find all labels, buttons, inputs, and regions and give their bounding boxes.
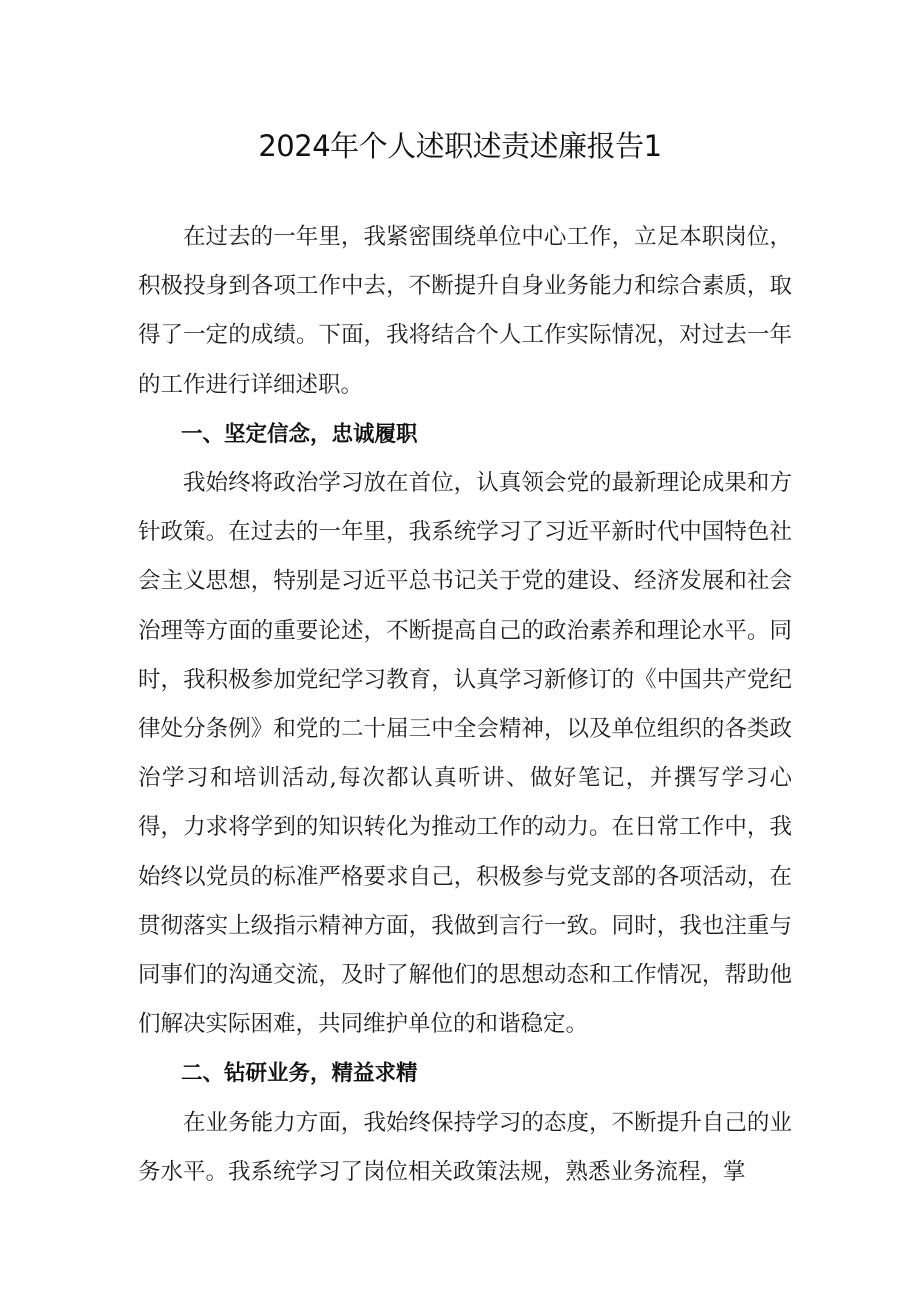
document-title: 2024年个人述职述责述廉报告1 bbox=[258, 129, 662, 163]
intro-paragraph: 在过去的一年里，我紧密围绕单位中心工作，立足本职岗位，积极投身到各项工作中去，不断提升自身业务能力和综合素质，取得了一定的成绩。下面，我将结合个人工作实际情况，对过去一年的工作进行详细述职。 bbox=[138, 224, 792, 398]
document-body bbox=[138, 213, 792, 1197]
section-2-paragraph: 在业务能力方面，我始终保持学习的态度，不断提升自己的业务水平。我系统学习了岗位相关政策法规，熟悉业务流程，掌 bbox=[138, 1109, 792, 1185]
section-heading-2: 二、钻研业务，精益求精 bbox=[181, 1061, 418, 1087]
section-heading-1: 一、坚定信念，忠诚履职 bbox=[181, 421, 418, 447]
section-1-paragraph: 我始终将政治学习放在首位，认真领会党的最新理论成果和方针政策。在过去的一年里，我系统学习了习近平新时代中国特色社会主义思想，特别是习近平总书记关于党的建设、经济发展和社会治理等方面的重要论述，不断提高自己的政治素养和理论水平。同时，我积极参加党纪学习教育，认真学习新修订的《中国共产党纪律处分条例》和党的二十届三中全会精神，以及单位组织的各类政治学习和培训活动,每次都认真听讲、做好笔记，并撰写学习心得，力求将学到的知识转化为推动工作的动力。在日常工作中，我始终以党员的标准严格要求自己，积极参与党支部的各项活动，在贯彻落实上级指示精神方面，我做到言行一致。同时，我也注重与同事们的沟通交流，及时了解他们的思想动态和工作情况，帮助他们解决实际困难，共同维护单位的和谐稳定。 bbox=[138, 470, 792, 1038]
